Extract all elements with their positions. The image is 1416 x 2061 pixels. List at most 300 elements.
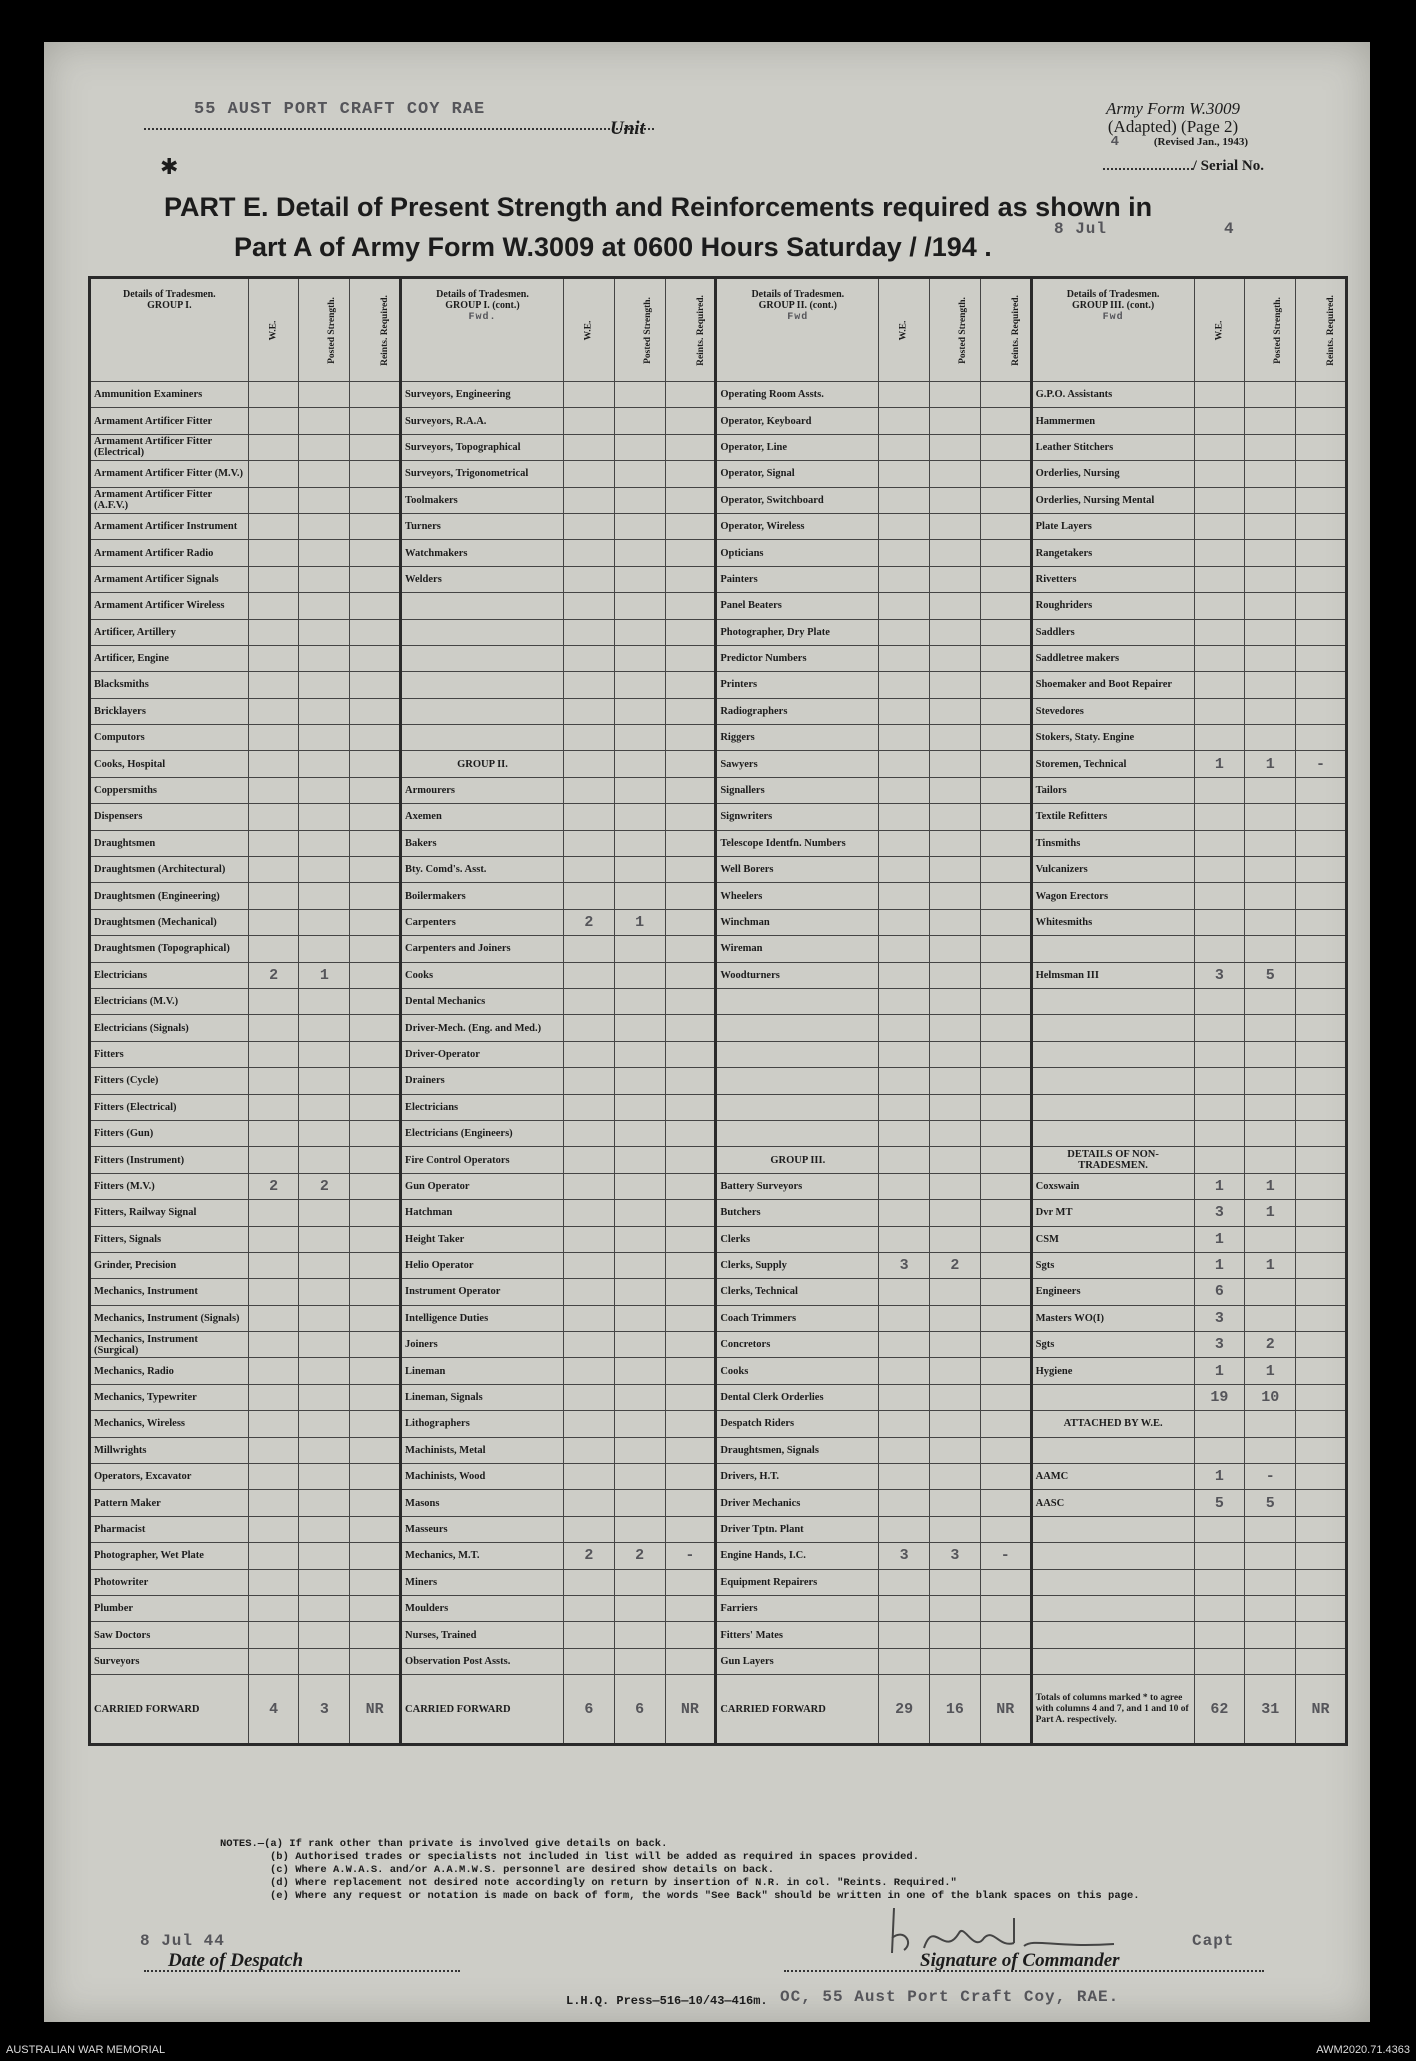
count-cell (248, 830, 299, 856)
table-row (90, 1015, 1347, 1041)
count-cell (879, 1569, 930, 1595)
count-cell (1194, 540, 1245, 566)
trade-label: Mechanics, Instrument (90, 1279, 249, 1305)
trade-label: Fire Control Operators (401, 1147, 564, 1173)
table-row (90, 1068, 1347, 1094)
count-cell (299, 1516, 350, 1542)
count-cell (248, 619, 299, 645)
count-cell (665, 1358, 716, 1384)
count-cell (665, 1569, 716, 1595)
col-header-reints: Reints. Required. (980, 278, 1031, 382)
totals-note: Totals of columns marked * to agree with columns 4 and 7, and 1 and 10 of Part A. respectively. (1031, 1675, 1194, 1745)
trade-label (1031, 1094, 1194, 1120)
count-cell (980, 540, 1031, 566)
count-cell (248, 434, 299, 460)
count-cell (614, 830, 665, 856)
trade-label: Carpenters (401, 909, 564, 935)
count-cell (248, 1622, 299, 1648)
table-row (90, 619, 1347, 645)
count-cell (299, 540, 350, 566)
count-cell (1194, 1147, 1245, 1173)
trade-label (1031, 1120, 1194, 1146)
count-cell (350, 672, 401, 698)
count-cell (980, 936, 1031, 962)
count-cell (299, 909, 350, 935)
count-cell (614, 777, 665, 803)
count-cell (1296, 593, 1347, 619)
trade-label: Dispensers (90, 804, 249, 830)
count-cell (980, 857, 1031, 883)
count-cell (980, 1648, 1031, 1674)
count-cell (1296, 1622, 1347, 1648)
form-revised: (Revised Jan., 1943) (1153, 136, 1248, 148)
count-cell (1296, 1226, 1347, 1252)
count-cell (1245, 593, 1296, 619)
trade-label: Draughtsmen (Engineering) (90, 883, 249, 909)
trade-label: Tinsmiths (1031, 830, 1194, 856)
trade-label: Equipment Repairers (716, 1569, 879, 1595)
trade-label: Clerks (716, 1226, 879, 1252)
count-cell (299, 857, 350, 883)
trade-label: Roughriders (1031, 593, 1194, 619)
count-cell (1296, 1569, 1347, 1595)
count-cell (299, 1332, 350, 1358)
table-row (90, 1490, 1347, 1516)
count-cell (879, 909, 930, 935)
count-cell (248, 751, 299, 777)
count-cell (879, 725, 930, 751)
unit-label: Unit (610, 118, 645, 139)
count-cell (563, 777, 614, 803)
table-row (90, 751, 1347, 777)
count-cell (1296, 382, 1347, 408)
count-cell (930, 540, 981, 566)
count-cell (930, 1200, 981, 1226)
count-cell (930, 1411, 981, 1437)
count-cell (665, 1147, 716, 1173)
count-cell (665, 434, 716, 460)
count-cell (299, 751, 350, 777)
count-cell (248, 672, 299, 698)
count-cell (1194, 988, 1245, 1014)
count-cell (248, 1252, 299, 1278)
count-cell (248, 1279, 299, 1305)
count-cell (614, 1305, 665, 1331)
trade-label: Armament Artificer Fitter (M.V.) (90, 461, 249, 487)
table-row (90, 1226, 1347, 1252)
count-cell (930, 1147, 981, 1173)
count-cell (350, 936, 401, 962)
count-cell (980, 1173, 1031, 1199)
count-cell (299, 434, 350, 460)
press-mark: L.H.Q. Press—516—10/43—416m. (566, 1994, 768, 2008)
count-cell (930, 1464, 981, 1490)
count-cell (248, 1648, 299, 1674)
carried-forward-value: 6 (563, 1675, 614, 1745)
count-cell (248, 988, 299, 1014)
trade-label: Wagon Erectors (1031, 883, 1194, 909)
count-cell (1296, 408, 1347, 434)
count-cell (930, 988, 981, 1014)
count-cell (930, 619, 981, 645)
count-cell (248, 1332, 299, 1358)
count-cell (248, 1200, 299, 1226)
count-cell (665, 672, 716, 698)
count-cell (930, 1226, 981, 1252)
count-cell (248, 725, 299, 751)
count-cell: 3 (1194, 1305, 1245, 1331)
count-cell: - (980, 1543, 1031, 1569)
count-cell (879, 1464, 930, 1490)
count-cell (563, 1490, 614, 1516)
table-row (90, 1094, 1347, 1120)
count-cell (980, 1252, 1031, 1278)
count-cell: 3 (1194, 1332, 1245, 1358)
count-cell (299, 1252, 350, 1278)
count-cell (879, 1384, 930, 1410)
count-cell (930, 434, 981, 460)
count-cell (563, 461, 614, 487)
trade-label: Winchman (716, 909, 879, 935)
trade-label (716, 1120, 879, 1146)
count-cell (563, 1437, 614, 1463)
count-cell (980, 1384, 1031, 1410)
count-cell (665, 1411, 716, 1437)
count-cell (563, 804, 614, 830)
form-line1: Army Form W.3009 (1106, 99, 1240, 118)
trade-label: Wheelers (716, 883, 879, 909)
trade-label: Millwrights (90, 1437, 249, 1463)
count-cell (1245, 1648, 1296, 1674)
count-cell (1194, 804, 1245, 830)
count-cell (1296, 1120, 1347, 1146)
trade-label: Orderlies, Nursing (1031, 461, 1194, 487)
count-cell: 3 (1194, 1200, 1245, 1226)
count-cell (879, 645, 930, 671)
count-cell (879, 672, 930, 698)
col-header-we: W.E. (248, 278, 299, 382)
trade-label: Surveyors, Engineering (401, 382, 564, 408)
trade-label (716, 1094, 879, 1120)
count-cell (665, 1226, 716, 1252)
trade-label: AAMC (1031, 1464, 1194, 1490)
trade-label (716, 1068, 879, 1094)
count-cell (350, 382, 401, 408)
count-cell: 3 (1194, 962, 1245, 988)
count-cell (614, 434, 665, 460)
count-cell (930, 1279, 981, 1305)
unit-typed: 55 AUST PORT CRAFT COY RAE (194, 100, 486, 119)
count-cell (299, 1622, 350, 1648)
title-day-typed: 8 Jul (1054, 220, 1108, 238)
trade-label: Clerks, Technical (716, 1279, 879, 1305)
count-cell (248, 645, 299, 671)
trade-label (401, 698, 564, 724)
trade-label: Instrument Operator (401, 1279, 564, 1305)
trade-label: Mechanics, M.T. (401, 1543, 564, 1569)
count-cell (665, 883, 716, 909)
count-cell (879, 434, 930, 460)
count-cell (1245, 909, 1296, 935)
strength-table (88, 276, 1348, 1746)
trade-label: Machinists, Metal (401, 1437, 564, 1463)
count-cell: 2 (248, 1173, 299, 1199)
trade-label: Rangetakers (1031, 540, 1194, 566)
count-cell (1194, 1041, 1245, 1067)
count-cell (248, 487, 299, 513)
count-cell (930, 1595, 981, 1621)
count-cell (299, 1464, 350, 1490)
count-cell (980, 751, 1031, 777)
count-cell (930, 566, 981, 592)
count-cell (350, 593, 401, 619)
count-cell (614, 1384, 665, 1410)
trade-label: Fitters (90, 1041, 249, 1067)
count-cell (980, 461, 1031, 487)
trade-label: Driver-Operator (401, 1041, 564, 1067)
count-cell (930, 1569, 981, 1595)
table-row (90, 857, 1347, 883)
count-cell (299, 1094, 350, 1120)
count-cell (299, 830, 350, 856)
count-cell (299, 1120, 350, 1146)
count-cell (879, 1147, 930, 1173)
count-cell (879, 1120, 930, 1146)
table-row (90, 1384, 1347, 1410)
count-cell (563, 1041, 614, 1067)
count-cell (350, 1411, 401, 1437)
count-cell (1194, 1411, 1245, 1437)
trade-label: Observation Post Assts. (401, 1648, 564, 1674)
count-cell (930, 461, 981, 487)
count-cell (1194, 1068, 1245, 1094)
trade-label (1031, 1068, 1194, 1094)
trade-label: Welders (401, 566, 564, 592)
count-cell (563, 1279, 614, 1305)
count-cell (1296, 1200, 1347, 1226)
count-cell (665, 1173, 716, 1199)
count-cell (1245, 1411, 1296, 1437)
count-cell (614, 698, 665, 724)
count-cell (1194, 382, 1245, 408)
count-cell (563, 434, 614, 460)
count-cell (1245, 857, 1296, 883)
count-cell (299, 1437, 350, 1463)
count-cell (879, 1595, 930, 1621)
trade-label: Helio Operator (401, 1252, 564, 1278)
trade-label: Telescope Identfn. Numbers (716, 830, 879, 856)
trade-label: Hammermen (1031, 408, 1194, 434)
trade-label: Photowriter (90, 1569, 249, 1595)
count-cell (350, 1200, 401, 1226)
count-cell: 5 (1194, 1490, 1245, 1516)
count-cell (930, 962, 981, 988)
count-cell (879, 1648, 930, 1674)
count-cell (879, 461, 930, 487)
trade-label: Ammunition Examiners (90, 382, 249, 408)
serial-label: / Serial No. (1192, 158, 1264, 174)
count-cell (350, 1279, 401, 1305)
count-cell (248, 1595, 299, 1621)
count-cell (350, 1358, 401, 1384)
trade-label (1031, 936, 1194, 962)
count-cell (563, 1411, 614, 1437)
trade-label: Surveyors, R.A.A. (401, 408, 564, 434)
carried-forward-value: 4 (248, 1675, 299, 1745)
trade-label: Lithographers (401, 1411, 564, 1437)
count-cell (1245, 1516, 1296, 1542)
col-header-details-g3c: Details of Tradesmen. GROUP III. (cont.) Fwd (1031, 278, 1194, 382)
count-cell (930, 909, 981, 935)
trade-label: Lineman, Signals (401, 1384, 564, 1410)
count-cell (614, 672, 665, 698)
trade-label: Electricians (Engineers) (401, 1120, 564, 1146)
count-cell (350, 1332, 401, 1358)
count-cell (1245, 804, 1296, 830)
trade-label: Stevedores (1031, 698, 1194, 724)
trade-label: Woodturners (716, 962, 879, 988)
count-cell (1194, 909, 1245, 935)
count-cell (980, 1411, 1031, 1437)
count-cell (1245, 487, 1296, 513)
count-cell (665, 1200, 716, 1226)
count-cell (665, 962, 716, 988)
count-cell (665, 1120, 716, 1146)
count-cell (350, 1147, 401, 1173)
count-cell (350, 1120, 401, 1146)
trade-label: Surveyors, Trigonometrical (401, 461, 564, 487)
form-sheet (44, 42, 1370, 2022)
count-cell (930, 751, 981, 777)
count-cell: 1 (299, 962, 350, 988)
count-cell (665, 1622, 716, 1648)
count-cell (930, 830, 981, 856)
count-cell (879, 408, 930, 434)
count-cell (248, 1094, 299, 1120)
trade-label: Grinder, Precision (90, 1252, 249, 1278)
count-cell: 1 (1194, 1252, 1245, 1278)
count-cell: 1 (1194, 1226, 1245, 1252)
count-cell (350, 988, 401, 1014)
trade-label: Bricklayers (90, 698, 249, 724)
trade-label: Riggers (716, 725, 879, 751)
count-cell (879, 751, 930, 777)
count-cell (1245, 988, 1296, 1014)
count-cell (563, 1173, 614, 1199)
trade-label: Masseurs (401, 1516, 564, 1542)
count-cell (1296, 1464, 1347, 1490)
trade-label: Plate Layers (1031, 513, 1194, 539)
count-cell: 2 (1245, 1332, 1296, 1358)
trade-label: Electricians (Signals) (90, 1015, 249, 1041)
count-cell: 2 (614, 1543, 665, 1569)
trade-label: Dental Clerk Orderlies (716, 1384, 879, 1410)
count-cell (350, 698, 401, 724)
trade-label: Draughtsmen (90, 830, 249, 856)
count-cell (1296, 434, 1347, 460)
count-cell (563, 1648, 614, 1674)
count-cell (299, 1595, 350, 1621)
note-line: (c) Where A.W.A.S. and/or A.A.M.W.S. personnel are desired show details on back. (270, 1864, 775, 1876)
count-cell (1194, 830, 1245, 856)
count-cell: - (1245, 1464, 1296, 1490)
count-cell (350, 1648, 401, 1674)
table-row (90, 698, 1347, 724)
count-cell: 1 (1245, 751, 1296, 777)
count-cell (930, 777, 981, 803)
table-row (90, 672, 1347, 698)
count-cell (1296, 1173, 1347, 1199)
carried-forward-value: 3 (299, 1675, 350, 1745)
count-cell (1296, 1332, 1347, 1358)
count-cell (980, 513, 1031, 539)
count-cell (563, 513, 614, 539)
table-row (90, 1595, 1347, 1621)
count-cell (1296, 1490, 1347, 1516)
count-cell (563, 382, 614, 408)
count-cell (980, 1279, 1031, 1305)
trade-label: Operating Room Assts. (716, 382, 879, 408)
count-cell (879, 487, 930, 513)
count-cell (665, 698, 716, 724)
count-cell (930, 672, 981, 698)
count-cell (350, 1622, 401, 1648)
count-cell (1194, 1094, 1245, 1120)
count-cell (980, 909, 1031, 935)
col-header-posted: Posted Strength. (299, 278, 350, 382)
count-cell (350, 1437, 401, 1463)
count-cell (980, 1464, 1031, 1490)
col-header-reints: Reints. Required. (665, 278, 716, 382)
table-row (90, 645, 1347, 671)
count-cell (614, 1252, 665, 1278)
trade-label: Fitters, Railway Signal (90, 1200, 249, 1226)
trade-label: Helmsman III (1031, 962, 1194, 988)
trade-label: Coach Trimmers (716, 1305, 879, 1331)
count-cell (665, 1279, 716, 1305)
form-year-typed: 4 (1110, 134, 1120, 150)
count-cell (1296, 487, 1347, 513)
count-cell: 1 (1194, 1173, 1245, 1199)
trade-label: Fitters' Mates (716, 1622, 879, 1648)
trade-label: Armament Artificer Instrument (90, 513, 249, 539)
trade-label: Engine Hands, I.C. (716, 1543, 879, 1569)
count-cell (930, 1015, 981, 1041)
count-cell (930, 513, 981, 539)
count-cell: 1 (1245, 1200, 1296, 1226)
count-cell (930, 487, 981, 513)
carried-forward-value: 62 (1194, 1675, 1245, 1745)
count-cell (930, 1332, 981, 1358)
trade-label: AASC (1031, 1490, 1194, 1516)
count-cell (879, 1411, 930, 1437)
carried-forward-label: CARRIED FORWARD (90, 1675, 249, 1745)
count-cell: 3 (879, 1252, 930, 1278)
count-cell (1194, 619, 1245, 645)
trade-label: Driver Mechanics (716, 1490, 879, 1516)
count-cell (1194, 645, 1245, 671)
col-header-we: W.E. (563, 278, 614, 382)
count-cell: 1 (1194, 1358, 1245, 1384)
count-cell (1194, 1648, 1245, 1674)
table-row (90, 1622, 1347, 1648)
count-cell (614, 382, 665, 408)
table-body (90, 278, 1347, 1745)
count-cell (350, 1569, 401, 1595)
count-cell (1296, 698, 1347, 724)
trade-label: Rivetters (1031, 566, 1194, 592)
count-cell (299, 1648, 350, 1674)
